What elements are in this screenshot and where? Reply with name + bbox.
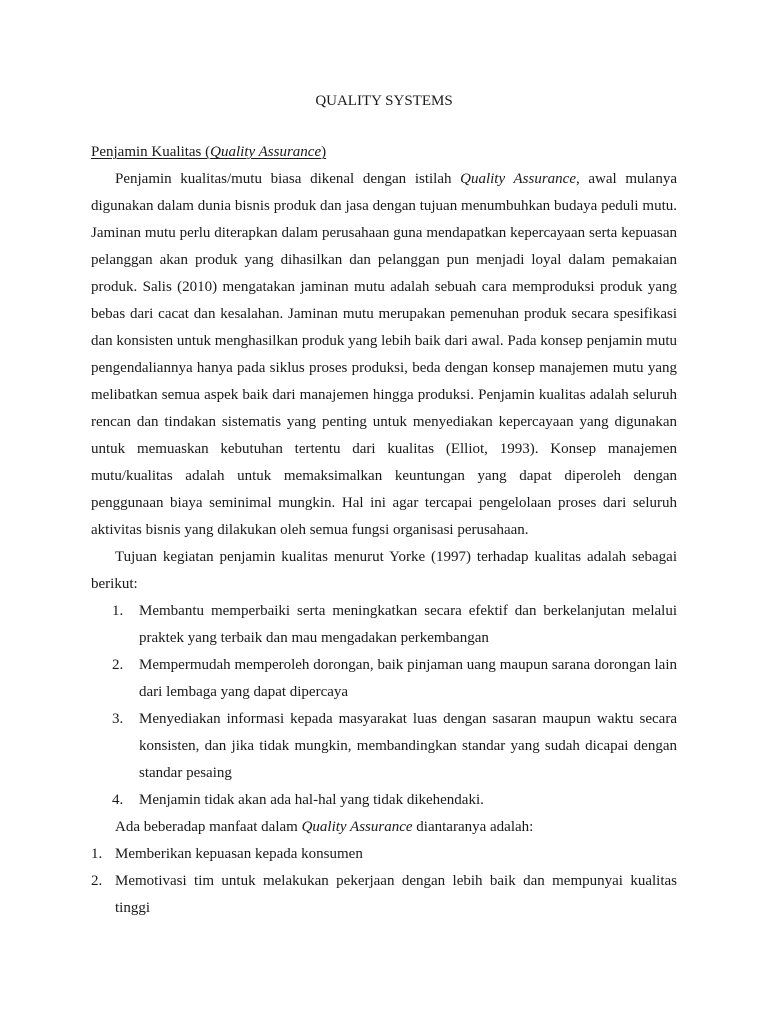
paragraph-intro-italic: Quality Assurance	[460, 171, 576, 187]
document-page	[91, 88, 677, 922]
list-item	[91, 841, 677, 868]
list-number: 1.	[112, 603, 124, 619]
document-title: QUALITY SYSTEMS	[315, 93, 453, 109]
list-number: 4.	[112, 792, 124, 808]
list-item	[91, 598, 677, 652]
list-item	[91, 787, 677, 814]
section-heading	[91, 139, 677, 166]
paragraph-benefits-part1: Ada beberadap manfaat dalam	[115, 819, 302, 835]
list-item	[91, 868, 677, 922]
paragraph-benefits-italic: Quality Assurance	[301, 819, 413, 835]
section-heading-suffix: )	[321, 144, 327, 160]
paragraph-intro-part2: , awal mulanya digunakan dalam dunia bisnis produk dan jasa dengan tujuan menumbuhkan budaya peduli mutu. Jaminan mutu perlu diterapkan dalam perusahaan guna mendapatkan kepercayaan serta kepuasan pelanggan akan produk yang dihasilkan dan pelanggan pun menjadi loyal dalam pemakaian produk. Salis (2010) mengatakan jaminan mutu adalah sebuah cara memproduksi produk yang bebas dari cacat dan kesalahan. Jaminan mutu merupakan pemenuhan produk secara spesifikasi dan konsisten untuk menghasilkan produk yang lebih baik dari awal. Pada konsep penjamin mutu pengendaliannya hanya pada siklus proses produksi, beda dengan konsep manajemen mutu yang melibatkan semua aspek baik dari manajemen hingga produksi. Penjamin kualitas adalah seluruh rencan dan tindakan sistematis yang penting untuk menyediakan kepercayaan yang digunakan untuk memuaskan kebutuhan tertentu dari kualitas (Elliot, 1993). Konsep manajemen mutu/kualitas adalah untuk memaksimalkan keuntungan yang dapat diperoleh dengan penggunaan biaya seminimal mungkin. Hal ini agar tercapai pengelolaan proses dari seluruh aktivitas bisnis yang dilakukan oleh semua fungsi organisasi perusahaan.	[91, 171, 677, 538]
section-heading-prefix: Penjamin Kualitas (	[91, 144, 211, 160]
list-text: Mempermudah memperoleh dorongan, baik pinjaman uang maupun sarana dorongan lain dari lembaga yang dapat dipercaya	[139, 657, 677, 700]
list-number: 2.	[91, 873, 103, 889]
list-text: Menjamin tidak akan ada hal-hal yang tidak dikehendaki.	[139, 792, 484, 808]
list-text: Menyediakan informasi kepada masyarakat luas dengan sasaran maupun waktu secara konsisten, dan jika tidak mungkin, membandingkan standar yang sudah dicapai dengan standar pesaing	[139, 711, 677, 781]
paragraph-intro	[91, 166, 677, 544]
paragraph-benefits-part2: diantaranya adalah:	[412, 819, 534, 835]
benefits-list	[91, 841, 677, 922]
paragraph-intro-part1: Penjamin kualitas/mutu biasa dikenal dengan istilah	[115, 171, 461, 187]
list-number: 3.	[112, 711, 124, 727]
goals-list	[91, 598, 677, 814]
list-item	[91, 706, 677, 787]
list-number: 2.	[112, 657, 124, 673]
paragraph-benefits-intro	[91, 814, 677, 841]
list-text: Membantu memperbaiki serta meningkatkan secara efektif dan berkelanjutan melalui praktek yang terbaik dan mau mengadakan perkembangan	[139, 603, 677, 646]
list-item	[91, 652, 677, 706]
list-text: Memotivasi tim untuk melakukan pekerjaan dengan lebih baik dan mempunyai kualitas tinggi	[115, 873, 677, 916]
section-heading-italic: Quality Assurance	[210, 144, 322, 160]
list-text: Memberikan kepuasan kepada konsumen	[115, 846, 363, 862]
paragraph-goals-intro: Tujuan kegiatan penjamin kualitas menurut Yorke (1997) terhadap kualitas adalah sebagai berikut:	[91, 549, 677, 592]
list-number: 1.	[91, 846, 103, 862]
